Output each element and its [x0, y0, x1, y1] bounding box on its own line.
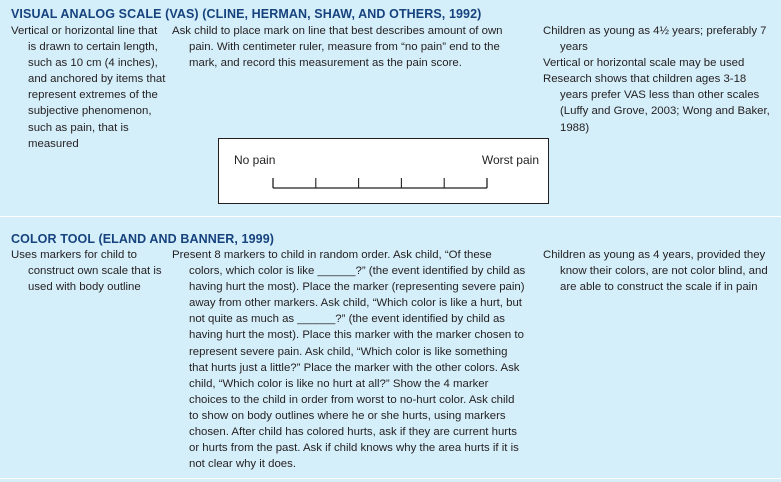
color-tool-notes-column [543, 247, 773, 295]
vas-note-research: Research shows that children ages 3-18 years prefer VAS less than other scales (Luffy and Grove, 2003; Wong and Baker, 1988) [543, 73, 770, 134]
vas-description-column [11, 23, 166, 152]
no-pain-label: No pain [234, 153, 276, 167]
color-tool-note-age: Children as young as 4 years, provided they know their colors, are not color blind, and are able to construct the scale if in pain [543, 249, 768, 294]
section-divider [0, 216, 781, 217]
vas-instructions: Ask child to place mark on line that best describes amount of own pain. With centimeter ruler, measure from “no pain” end to the mark, and record this measurement as the pain score. [172, 25, 503, 70]
color-tool-instructions-column [172, 247, 526, 472]
vas-line [219, 139, 550, 205]
vas-note-age: Children as young as 4½ years; preferably 7 years [543, 25, 767, 54]
vas-notes-column [543, 23, 775, 136]
vas-description: Vertical or horizontal line that is drawn to certain length, such as 10 cm (4 inches), and anchored by items that represent extremes of the subjective phenomenon, such as pain, that is measured [11, 25, 166, 150]
vas-scale-figure [218, 138, 549, 204]
vas-note-orientation: Vertical or horizontal scale may be used [543, 57, 745, 70]
vas-heading: VISUAL ANALOG SCALE (VAS) (CLINE, HERMAN, SHAW, AND OTHERS, 1992) [11, 7, 482, 21]
color-tool-description: Uses markers for child to construct own scale that is used with body outline [11, 249, 162, 294]
color-tool-heading: COLOR TOOL (ELAND AND BANNER, 1999) [11, 232, 275, 246]
worst-pain-label: Worst pain [481, 153, 539, 167]
vas-instructions-column [172, 23, 527, 71]
bottom-divider [0, 478, 781, 479]
color-tool-instructions: Present 8 markers to child in random order. Ask child, “Of these colors, which color is like ______?” (the event identified by child as having hurt the most). Place the marker (representing severe pain) away from other markers. Ask child, “Which color is like a hurt, but not quite as much as ______?” (the event identified by child as having hurt the most). Place this marker with the marker chosen to represent severe pain. Ask child, “Which color is like something that hurts just a little?” Place the marker with the other colors. Ask child, “Which color is like no hurt at all?” Show the 4 marker choices to the child in order from worst to no-hurt color. Ask child to show on body outlines where he or she hurts, using markers chosen. After child has colored hurts, ask if they are current hurts or hurts from the past. Ask if child knows why the area hurts if it is not clear why it does. [172, 249, 526, 471]
color-tool-description-column [11, 247, 166, 295]
